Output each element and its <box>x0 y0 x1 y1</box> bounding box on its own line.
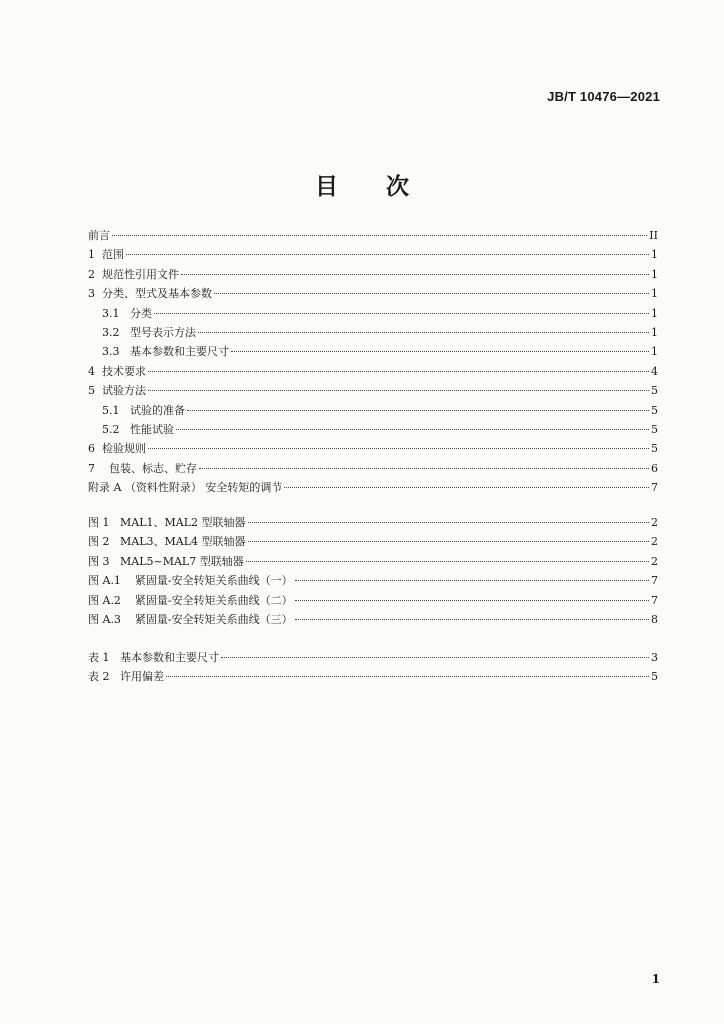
toc-leader-dots <box>221 657 649 658</box>
toc-leader-dots <box>198 332 649 333</box>
toc-entry-label: 基本参数和主要尺寸 <box>129 345 229 359</box>
toc-entry-number: 4 <box>88 364 102 378</box>
toc-leader-dots <box>199 468 649 469</box>
toc-leader-dots <box>112 235 647 236</box>
toc-entry-page: 7 <box>651 481 658 495</box>
toc-entry-label: 前言 <box>88 229 110 242</box>
toc-entry-number: 3.3 <box>102 345 130 359</box>
toc-entry-page: 7 <box>651 593 658 607</box>
toc-entry-number: 图 A.3 <box>88 612 135 626</box>
toc-entry-label: 包装、标志、贮存 <box>109 461 197 475</box>
toc-entry-number: 6 <box>88 442 102 456</box>
toc-leader-dots <box>176 429 649 430</box>
toc-entry-label: 许用偏差 <box>120 670 164 684</box>
toc-entry-number: 表 2 <box>88 670 120 684</box>
toc-entry-page: 2 <box>651 516 658 529</box>
toc-leader-dots <box>214 293 649 294</box>
toc-entry-page: 7 <box>651 574 658 588</box>
toc-entry[interactable] <box>88 610 658 629</box>
toc-leader-dots <box>295 619 649 620</box>
toc-entry-number: 图 1 <box>88 516 120 529</box>
toc-entry[interactable] <box>88 420 658 439</box>
toc-entry-label: 紧固量-安全转矩关系曲线（一） <box>134 574 293 588</box>
toc-entry-number: 3.1 <box>102 306 130 320</box>
toc-entry-label: MAL1、MAL2 型联轴器 <box>120 516 246 529</box>
toc-leader-dots <box>231 351 649 352</box>
toc-entry-page: II <box>649 229 658 242</box>
toc-entry-page: 5 <box>651 384 658 398</box>
toc-entry[interactable] <box>88 304 658 323</box>
toc-entry[interactable] <box>88 342 658 361</box>
toc-entry[interactable] <box>88 362 658 381</box>
toc-leader-dots <box>126 254 649 255</box>
toc-entry-label: 附录 A （资料性附录） 安全转矩的调节 <box>88 481 283 495</box>
toc-entry[interactable] <box>88 571 658 590</box>
toc-entry[interactable] <box>88 459 658 478</box>
toc-entry-page: 5 <box>651 422 658 436</box>
toc-entry-page: 2 <box>651 554 658 568</box>
page-number: 1 <box>651 972 660 986</box>
toc-figures <box>88 513 658 629</box>
toc-entry-number: 7 <box>88 461 109 475</box>
toc-entry-number: 5.2 <box>102 422 130 436</box>
toc-entry-label: 紧固量-安全转矩关系曲线（二） <box>134 593 293 607</box>
toc-entry-label: 技术要求 <box>102 364 146 378</box>
toc-entry-page: 1 <box>651 306 658 320</box>
toc-sections <box>88 226 658 497</box>
toc-entry-page: 5 <box>651 442 658 456</box>
toc-entry[interactable] <box>88 513 658 532</box>
toc-entry-label: 分类、型式及基本参数 <box>102 287 212 301</box>
title-char-1: 目 <box>315 174 338 200</box>
toc-entry-page: 6 <box>651 461 658 475</box>
toc-leader-dots <box>154 313 649 314</box>
toc-entry-label: 范围 <box>102 248 124 262</box>
toc-entry[interactable] <box>88 478 658 497</box>
toc-entry[interactable] <box>88 439 658 458</box>
toc-entry-page: 1 <box>651 248 658 262</box>
toc-leader-dots <box>187 410 649 411</box>
toc-entry-label: 基本参数和主要尺寸 <box>120 651 219 664</box>
toc-entry-label: 性能试验 <box>129 422 174 436</box>
toc-entry-page: 1 <box>651 325 658 339</box>
toc-entry[interactable] <box>88 245 658 264</box>
toc-entry[interactable] <box>88 552 658 571</box>
toc-entry-label: 检验规则 <box>102 442 146 456</box>
toc-leader-dots <box>166 676 649 677</box>
toc-entry-number: 3.2 <box>102 325 130 339</box>
toc-entry[interactable] <box>88 265 658 284</box>
toc-leader-dots <box>148 371 649 372</box>
toc-entry[interactable] <box>88 401 658 420</box>
toc-entry-page: 5 <box>651 670 658 684</box>
toc-leader-dots <box>248 522 649 523</box>
toc-entry-page: 4 <box>651 364 658 378</box>
toc-leader-dots <box>246 561 649 562</box>
toc-entry[interactable] <box>88 381 658 400</box>
toc-leader-dots <box>295 600 649 601</box>
toc-entry-page: 1 <box>651 287 658 301</box>
toc-entry-label: MAL5~MAL7 型联轴器 <box>120 554 244 568</box>
title-char-2: 次 <box>386 174 409 200</box>
toc-entry-page: 1 <box>651 267 658 281</box>
toc-entry[interactable] <box>88 323 658 342</box>
toc-leader-dots <box>295 580 649 581</box>
toc-entry-number: 5 <box>88 384 102 398</box>
toc-entry-number: 图 3 <box>88 554 120 568</box>
toc-entry[interactable] <box>88 284 658 303</box>
toc-entry-page: 1 <box>651 345 658 359</box>
toc-entry-number: 表 1 <box>88 651 120 664</box>
toc-entry[interactable] <box>88 667 658 686</box>
toc-tables <box>88 648 658 687</box>
toc-leader-dots <box>248 541 649 542</box>
page-title <box>0 168 724 201</box>
toc-entry-label: MAL3、MAL4 型联轴器 <box>120 535 246 549</box>
toc-entry-label: 试验的准备 <box>129 403 185 417</box>
toc-entry-label: 规范性引用文件 <box>102 267 179 281</box>
toc-entry-number: 1 <box>88 248 102 262</box>
toc-entry-label: 分类 <box>129 306 152 320</box>
toc-entry[interactable] <box>88 648 658 667</box>
toc-leader-dots <box>284 487 649 488</box>
toc-entry-page: 5 <box>651 403 658 417</box>
toc-entry-label: 型号表示方法 <box>129 325 196 339</box>
toc-entry[interactable] <box>88 226 658 245</box>
toc-entry-label: 试验方法 <box>102 384 146 398</box>
toc-entry[interactable] <box>88 532 658 551</box>
toc-entry-number: 2 <box>88 267 102 281</box>
toc-entry-label: 紧固量-安全转矩关系曲线（三） <box>134 612 293 626</box>
toc-leader-dots <box>148 390 649 391</box>
toc-entry-number: 图 2 <box>88 535 120 549</box>
toc-entry[interactable] <box>88 591 658 610</box>
toc-leader-dots <box>181 274 649 275</box>
toc-entry-number: 图 A.2 <box>88 593 135 607</box>
toc-entry-number: 5.1 <box>102 403 130 417</box>
toc-entry-page: 8 <box>651 612 658 626</box>
toc-leader-dots <box>148 448 649 449</box>
toc-entry-number: 3 <box>88 287 102 301</box>
toc-entry-page: 2 <box>651 535 658 549</box>
toc-entry-number: 图 A.1 <box>88 574 135 588</box>
document-code: JB/T 10476—2021 <box>547 89 660 104</box>
toc-entry-page: 3 <box>651 651 658 664</box>
